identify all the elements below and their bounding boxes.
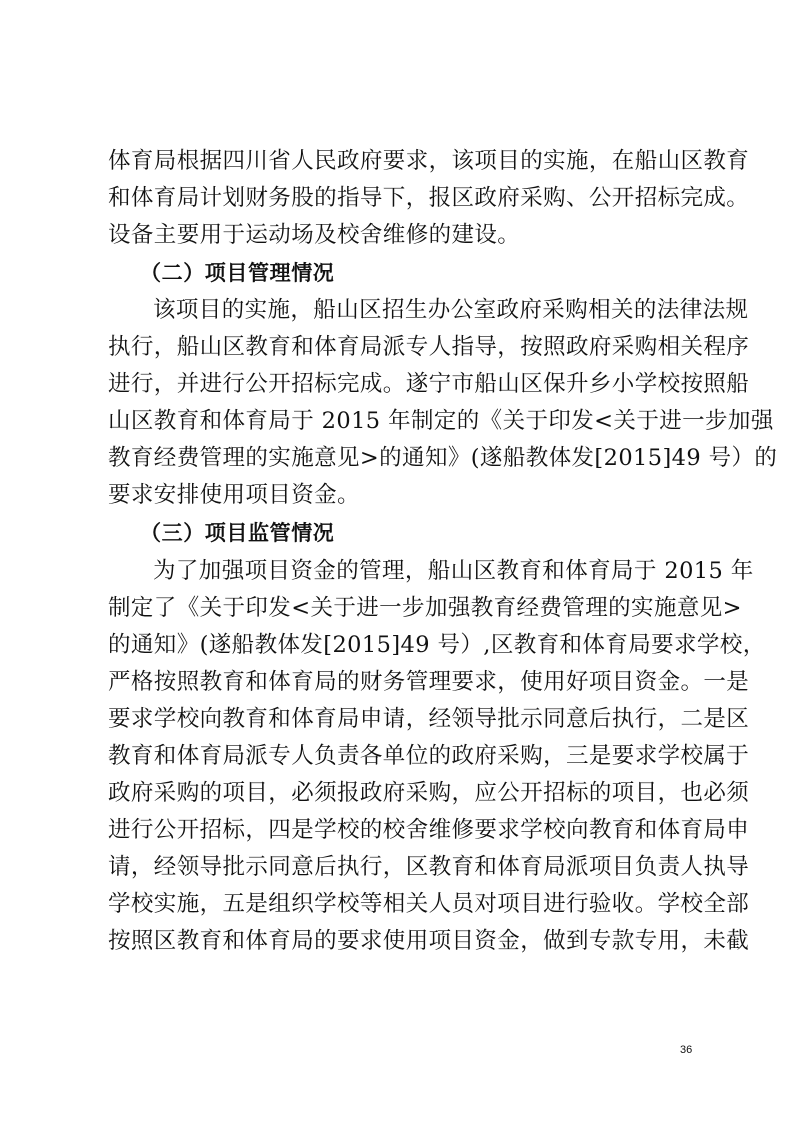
paragraph-line: 政府采购的项目，必须报政府采购，应公开招标的项目，也必须 <box>108 780 750 806</box>
paragraph-line: 教育和体育局派专人负责各单位的政府采购，三是要求学校属于 <box>108 743 750 769</box>
paragraph-line: 严格按照教育和体育局的财务管理要求，使用好项目资金。一是 <box>108 669 750 695</box>
paragraph-line: 进行公开招标，四是学校的校舍维修要求学校向教育和体育局申 <box>108 817 750 843</box>
page-number: 36 <box>680 1044 693 1056</box>
paragraph-line: 请，经领导批示同意后执行，区教育和体育局派项目负责人执导 <box>108 854 750 880</box>
paragraph-line: 和体育局计划财务股的指导下，报区政府采购、公开招标完成。 <box>108 185 750 211</box>
paragraph-line: 制定了《关于印发<关于进一步加强教育经费管理的实施意见> <box>108 595 742 621</box>
paragraph-line: 为了加强项目资金的管理，船山区教育和体育局于 2015 年 <box>153 558 754 584</box>
paragraph-line: 的通知》(遂船教体发[2015]49 号）,区教育和体育局要求学校， <box>108 632 766 658</box>
paragraph-line: 体育局根据四川省人民政府要求，该项目的实施，在船山区教育 <box>108 148 750 174</box>
paragraph-line: 该项目的实施，船山区招生办公室政府采购相关的法律法规 <box>153 297 749 323</box>
paragraph-line: 设备主要用于运动场及校舍维修的建设。 <box>108 222 521 248</box>
paragraph-line: 要求安排使用项目资金。 <box>108 482 360 508</box>
paragraph-line: 执行，船山区教育和体育局派专人指导，按照政府采购相关程序 <box>108 334 750 360</box>
paragraph-line: 进行，并进行公开招标完成。遂宁市船山区保升乡小学校按照船 <box>108 371 750 397</box>
section-heading: （二）项目管理情况 <box>140 261 335 285</box>
paragraph-line: 要求学校向教育和体育局申请，经领导批示同意后执行，二是区 <box>108 706 750 732</box>
section-heading: （三）项目监管情况 <box>140 521 335 545</box>
paragraph-line: 教育经费管理的实施意见>的通知》(遂船教体发[2015]49 号）的 <box>108 445 778 471</box>
paragraph-line: 按照区教育和体育局的要求使用项目资金，做到专款专用，未截 <box>108 928 750 954</box>
paragraph-line: 山区教育和体育局于 2015 年制定的《关于印发<关于进一步加强 <box>108 408 774 434</box>
paragraph-line: 学校实施，五是组织学校等相关人员对项目进行验收。学校全部 <box>108 891 750 917</box>
